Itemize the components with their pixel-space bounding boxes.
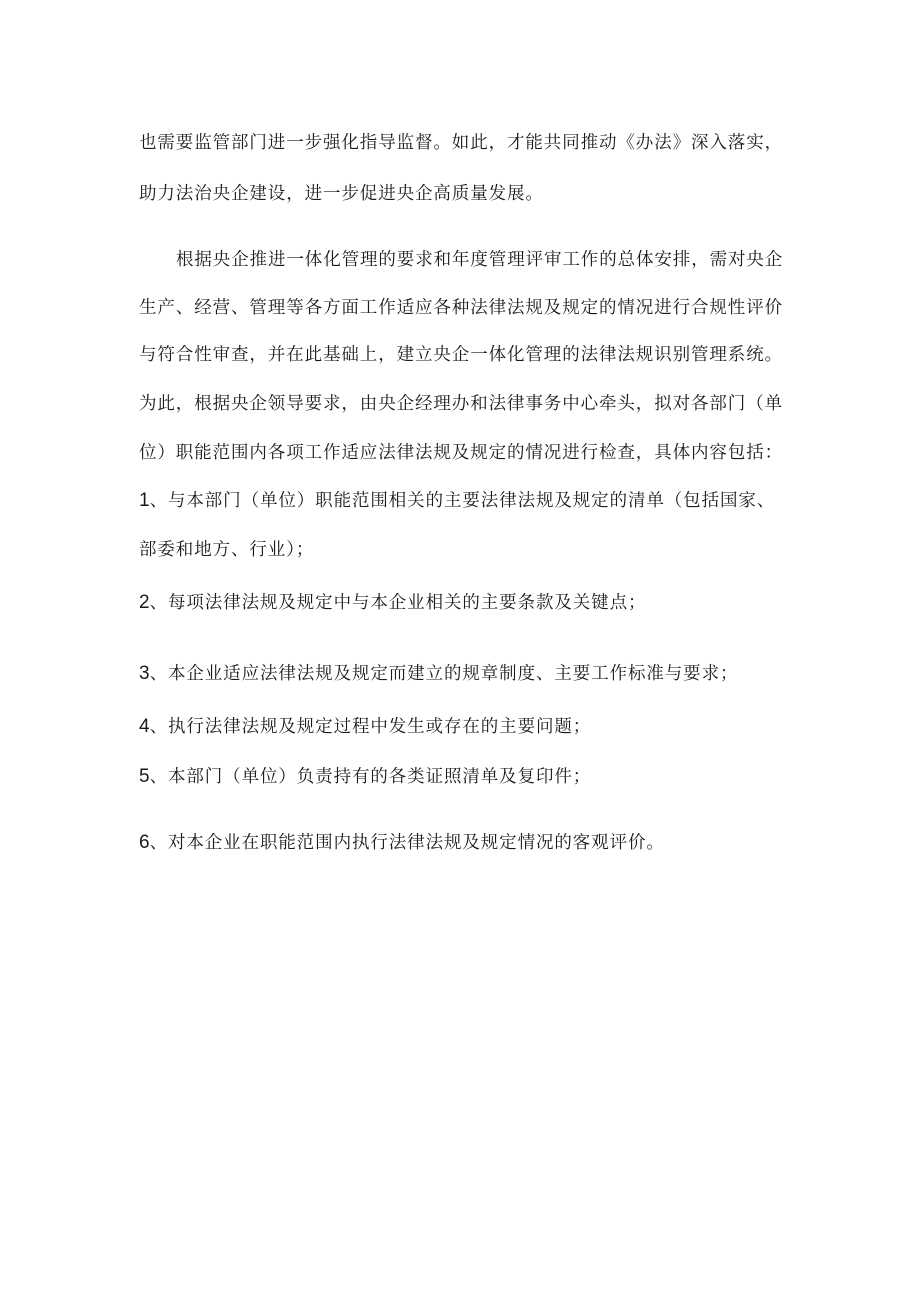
list-item-number: 6 (139, 832, 150, 853)
paragraph-2-line-5: 位）职能范围内各项工作适应法律法规及规定的情况进行检查，具体内容包括： (139, 443, 783, 463)
list-item-1-continuation: 部委和地方、行业）； (139, 540, 315, 560)
list-item-number: 4 (139, 716, 150, 737)
list-item-number: 5 (139, 766, 150, 787)
list-item-text: 、执行法律法规及规定过程中发生或存在的主要问题； (149, 717, 592, 737)
list-item-text: 、与本部门（单位）职能范围相关的主要法律法规及规定的清单（包括国家、 (149, 491, 776, 511)
list-item-text: 、本部门（单位）负责持有的各类证照清单及复印件； (149, 767, 592, 787)
list-item-text: 、每项法律法规及规定中与本企业相关的主要条款及关键点； (149, 593, 647, 613)
list-item-number: 1 (139, 490, 150, 511)
paragraph-2-line-4: 为此，根据央企领导要求，由央企经理办和法律事务中心牵头，拟对各部门（单 (139, 394, 783, 414)
paragraph-1-line-1: 也需要监管部门进一步强化指导监督。如此，才能共同推动《办法》深入落实， (139, 133, 783, 153)
list-item-number: 2 (139, 592, 150, 613)
list-item-text: 、对本企业在职能范围内执行法律法规及规定情况的客观评价。 (149, 833, 665, 853)
list-item-number: 3 (139, 663, 150, 684)
list-item-5 (139, 765, 799, 789)
list-item-4 (139, 715, 799, 739)
list-item-text: 、本企业适应法律法规及规定而建立的规章制度、主要工作标准与要求； (149, 664, 739, 684)
list-item-1 (139, 489, 799, 513)
list-item-6 (139, 831, 799, 855)
list-item-3 (139, 662, 799, 686)
paragraph-1-line-2: 助力法治央企建设，进一步促进央企高质量发展。 (139, 184, 544, 204)
list-item-2 (139, 591, 799, 615)
paragraph-2-line-3: 与符合性审查，并在此基础上，建立央企一体化管理的法律法规识别管理系统。 (139, 345, 783, 365)
paragraph-2-line-1: 根据央企推进一体化管理的要求和年度管理评审工作的总体安排，需对央企 (176, 250, 784, 270)
paragraph-2-line-2: 生产、经营、管理等各方面工作适应各种法律法规及规定的情况进行合规性评价 (139, 298, 783, 318)
